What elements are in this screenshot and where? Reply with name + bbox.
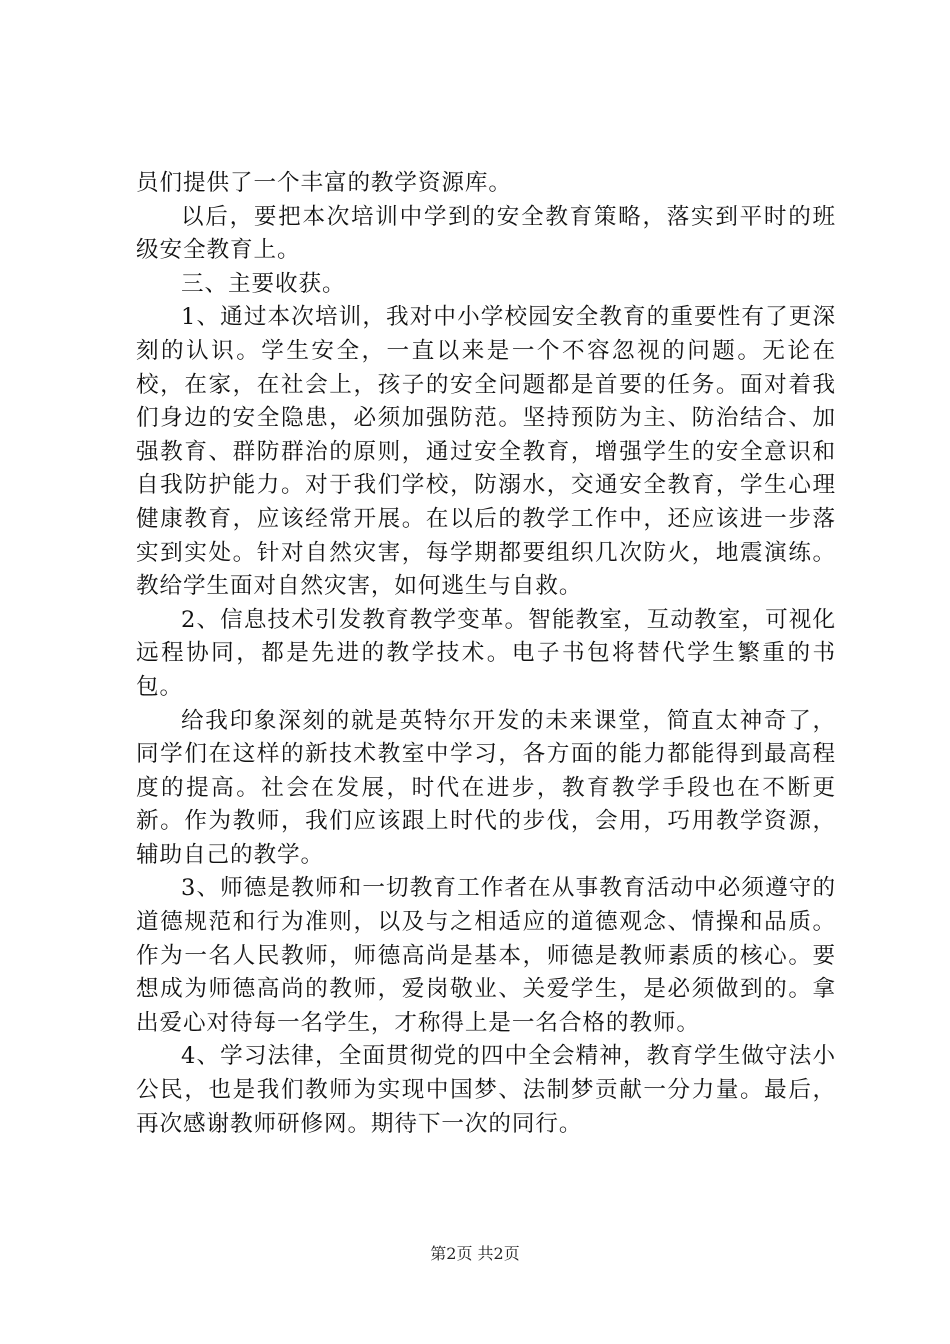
paragraph-gain-3-ethics: 3、师德是教师和一切教育工作者在从事教育活动中必须遵守的道德规范和行为准则，以及与之相适应的道德观念、情操和品质。作为一名人民教师，师德高尚是基本，师德是教师素质的核心。要想成为师德高尚的教师，爱岗敬业、关爱学生，是必须做到的。拿出爱心对待每一名学生，才称得上是一名合格的教师。 xyxy=(136,875,836,1036)
page-number: 第2页 共2页 xyxy=(430,1244,520,1263)
section-heading-main-gains: 三、主要收获。 xyxy=(181,270,346,297)
paragraph-gain-4-law: 4、学习法律，全面贯彻党的四中全会精神，教育学生做守法小公民，也是我们教师为实现中国梦、法制梦贡献一分力量。最后，再次感谢教师研修网。期待下一次的同行。 xyxy=(136,1043,836,1137)
paragraph-gain-1-safety: 1、通过本次培训，我对中小学校园安全教育的重要性有了更深刻的认识。学生安全，一直以来是一个不容忽视的问题。无论在校，在家，在社会上，孩子的安全问题都是首要的任务。面对着我们身边的安全隐患，必须加强防范。坚持预防为主、防治结合、加强教育、群防群治的原则，通过安全教育，增强学生的安全意识和自我防护能力。对于我们学校，防溺水，交通安全教育，学生心理健康教育，应该经常开展。在以后的教学工作中，还应该进一步落实到实处。针对自然灾害，每学期都要组织几次防火，地震演练。教给学生面对自然灾害，如何逃生与自救。 xyxy=(136,304,836,600)
document-body xyxy=(136,167,836,1141)
paragraph-future-plan: 以后，要把本次培训中学到的安全教育策略，落实到平时的班级安全教育上。 xyxy=(136,203,836,264)
paragraph-future-classroom: 给我印象深刻的就是英特尔开发的未来课堂，简直太神奇了，同学们在这样的新技术教室中学习，各方面的能力都能得到最高程度的提高。社会在发展，时代在进步，教育教学手段也在不断更新。作为教师，我们应该跟上时代的步伐，会用，巧用教学资源，辅助自己的教学。 xyxy=(136,707,836,868)
page-footer xyxy=(0,1244,950,1264)
paragraph-gain-2-technology: 2、信息技术引发教育教学变革。智能教室，互动教室，可视化远程协同，都是先进的教学技术。电子书包将替代学生繁重的书包。 xyxy=(136,606,836,700)
paragraph-continuation: 员们提供了一个丰富的教学资源库。 xyxy=(136,170,512,196)
